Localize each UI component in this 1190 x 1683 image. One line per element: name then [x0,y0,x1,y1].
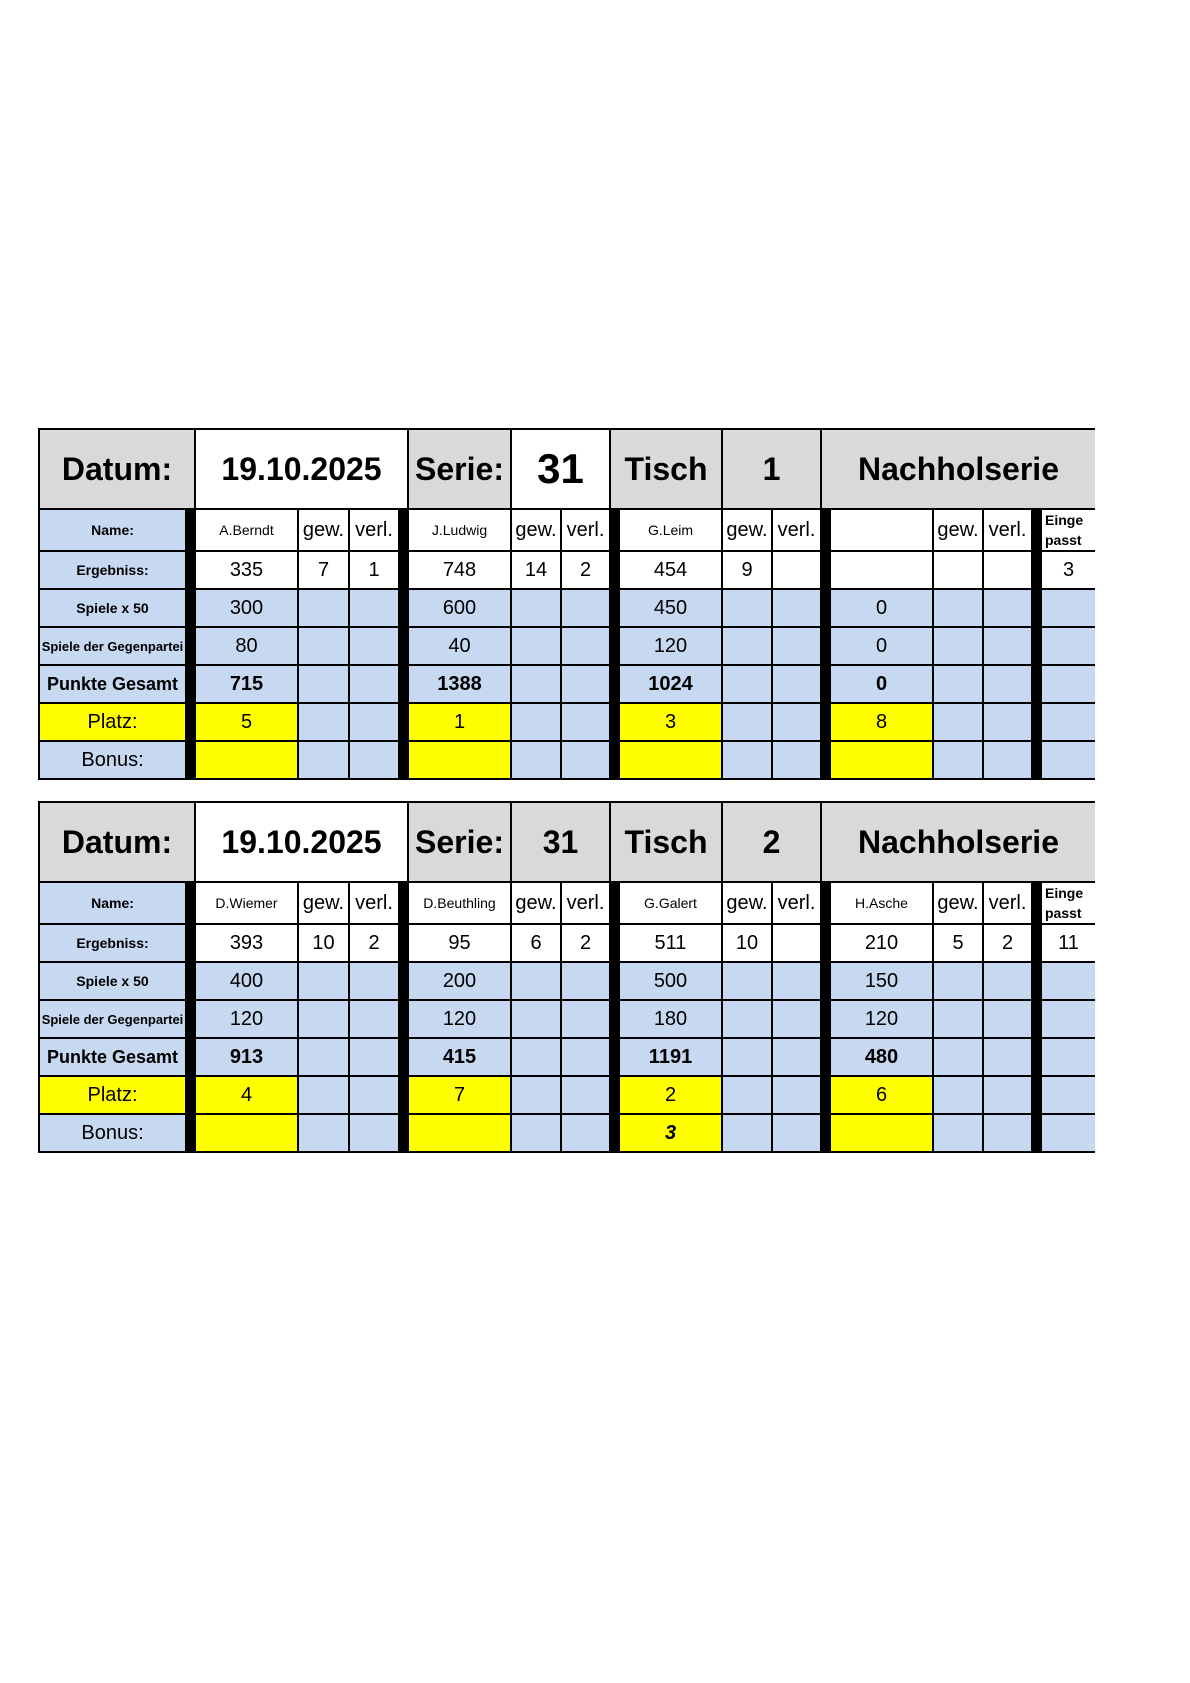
row-label-bonus: Bonus: [39,741,186,779]
row-label-place: Platz: [39,1076,186,1114]
row-label-name: Name: [39,882,186,924]
row-label-result: Ergebniss: [39,924,186,962]
empty-cell [561,703,610,741]
empty-cell [561,589,610,627]
opponent-value: 40 [408,627,511,665]
empty-cell [722,1038,772,1076]
empty-cell [772,962,821,1000]
empty-cell [349,1038,399,1076]
empty-cell [772,1076,821,1114]
total-value: 480 [830,1038,933,1076]
date-label: Datum: [39,802,195,882]
column-separator [1032,509,1041,551]
bonus-value: 3 [619,1114,722,1152]
empty-cell [349,627,399,665]
empty-cell [298,741,349,779]
fitted-value: 11 [1041,924,1095,962]
result-value: 393 [195,924,298,962]
empty-cell [772,627,821,665]
empty-cell [298,962,349,1000]
empty-cell [983,627,1032,665]
place-value: 5 [195,703,298,741]
games-value: 400 [195,962,298,1000]
bonus-value [830,741,933,779]
lost-value: 1 [349,551,399,589]
column-separator [1032,1000,1041,1038]
empty-cell [349,589,399,627]
empty-cell [772,703,821,741]
column-separator [610,703,619,741]
won-value: 14 [511,551,561,589]
column-separator [610,1038,619,1076]
column-separator [186,1076,195,1114]
empty-cell [349,741,399,779]
column-separator [186,509,195,551]
column-separator [186,741,195,779]
column-separator [821,741,830,779]
won-value: 5 [933,924,983,962]
won-value: 6 [511,924,561,962]
opponent-value: 180 [619,1000,722,1038]
serie-value: 31 [511,429,610,509]
empty-cell [511,741,561,779]
column-separator [1032,1038,1041,1076]
empty-cell [772,589,821,627]
place-value: 4 [195,1076,298,1114]
sheet-header-row [39,802,1095,882]
column-separator [186,627,195,665]
empty-cell [933,1076,983,1114]
games-value: 450 [619,589,722,627]
won-header: gew. [722,509,772,551]
empty-cell [722,703,772,741]
place-row [39,703,1095,741]
lost-value: 2 [561,924,610,962]
series-type: Nachholserie [821,429,1095,509]
empty-cell [561,1000,610,1038]
empty-cell [983,741,1032,779]
empty-cell [1041,741,1095,779]
empty-cell [933,627,983,665]
empty-cell [1041,627,1095,665]
column-separator [610,962,619,1000]
place-value: 8 [830,703,933,741]
lost-header: verl. [983,882,1032,924]
empty-cell [722,962,772,1000]
fitted-header: Einge passt [1041,509,1095,551]
empty-cell [722,589,772,627]
column-separator [610,665,619,703]
lost-header: verl. [772,882,821,924]
opponent-value: 120 [830,1000,933,1038]
empty-cell [772,665,821,703]
empty-cell [722,741,772,779]
empty-cell [722,665,772,703]
won-header: gew. [298,882,349,924]
column-separator [821,1076,830,1114]
empty-cell [298,1038,349,1076]
empty-cell [933,703,983,741]
lost-value: 2 [349,924,399,962]
empty-cell [298,1114,349,1152]
bonus-value [195,741,298,779]
bonus-value [830,1114,933,1152]
result-value: 335 [195,551,298,589]
result-value: 210 [830,924,933,962]
lost-header: verl. [561,509,610,551]
empty-cell [511,665,561,703]
column-separator [821,627,830,665]
empty-cell [1041,1076,1095,1114]
games-value: 200 [408,962,511,1000]
empty-cell [983,703,1032,741]
row-label-total: Punkte Gesamt [39,665,186,703]
empty-cell [933,962,983,1000]
empty-cell [561,1114,610,1152]
player-name: J.Ludwig [408,509,511,551]
column-separator [610,1076,619,1114]
empty-cell [349,703,399,741]
column-separator [610,589,619,627]
empty-cell [298,589,349,627]
empty-cell [298,665,349,703]
column-separator [610,551,619,589]
empty-cell [983,1038,1032,1076]
name-row [39,509,1095,551]
column-separator [610,741,619,779]
column-separator [399,1114,408,1152]
column-separator [821,665,830,703]
column-separator [610,1114,619,1152]
column-separator [399,1038,408,1076]
score-sheet-table-2 [38,801,1095,1153]
empty-cell [298,1076,349,1114]
bonus-value [619,741,722,779]
opponent-value: 0 [830,627,933,665]
total-value: 0 [830,665,933,703]
total-value: 913 [195,1038,298,1076]
empty-cell [1041,1000,1095,1038]
row-label-opponent: Spiele der Gegenpartei [39,1000,186,1038]
empty-cell [511,1000,561,1038]
empty-cell [1041,703,1095,741]
empty-cell [933,1114,983,1152]
player-name: G.Leim [619,509,722,551]
column-separator [1032,665,1041,703]
empty-cell [1041,589,1095,627]
games-value: 500 [619,962,722,1000]
column-separator [821,924,830,962]
empty-cell [349,1114,399,1152]
empty-cell [983,1076,1032,1114]
empty-cell [722,627,772,665]
won-value: 7 [298,551,349,589]
column-separator [399,882,408,924]
empty-cell [298,627,349,665]
lost-header: verl. [561,882,610,924]
lost-value [772,551,821,589]
empty-cell [983,589,1032,627]
table-number: 1 [722,429,821,509]
empty-cell [511,1038,561,1076]
column-separator [186,703,195,741]
lost-value: 2 [561,551,610,589]
empty-cell [933,589,983,627]
player-name: D.Wiemer [195,882,298,924]
empty-cell [983,1114,1032,1152]
total-value: 415 [408,1038,511,1076]
lost-header: verl. [349,882,399,924]
empty-cell [511,1114,561,1152]
serie-value: 31 [511,802,610,882]
column-separator [821,703,830,741]
won-header: gew. [722,882,772,924]
row-label-games: Spiele x 50 [39,962,186,1000]
won-value: 10 [722,924,772,962]
place-value: 6 [830,1076,933,1114]
opponent-value: 80 [195,627,298,665]
name-row [39,882,1095,924]
column-separator [610,1000,619,1038]
empty-cell [983,1000,1032,1038]
column-separator [399,665,408,703]
games-value: 600 [408,589,511,627]
empty-cell [349,962,399,1000]
bonus-row [39,1114,1095,1152]
bonus-value [408,741,511,779]
table-label: Tisch [610,802,722,882]
player-name: G.Galert [619,882,722,924]
column-separator [821,882,830,924]
empty-cell [722,1000,772,1038]
row-label-opponent: Spiele der Gegenpartei [39,627,186,665]
column-separator [1032,551,1041,589]
date-label: Datum: [39,429,195,509]
place-row [39,1076,1095,1114]
column-separator [1032,1076,1041,1114]
column-separator [186,882,195,924]
opponent-row [39,627,1095,665]
result-value: 748 [408,551,511,589]
column-separator [821,962,830,1000]
empty-cell [298,703,349,741]
column-separator [1032,703,1041,741]
column-separator [399,551,408,589]
row-label-games: Spiele x 50 [39,589,186,627]
empty-cell [298,1000,349,1038]
empty-cell [722,1076,772,1114]
row-label-result: Ergebniss: [39,551,186,589]
won-header: gew. [511,882,561,924]
column-separator [399,962,408,1000]
empty-cell [349,1000,399,1038]
column-separator [1032,962,1041,1000]
fitted-header: Einge passt [1041,882,1095,924]
won-header: gew. [298,509,349,551]
empty-cell [561,627,610,665]
won-value: 9 [722,551,772,589]
column-separator [186,1038,195,1076]
empty-cell [511,962,561,1000]
table-number: 2 [722,802,821,882]
column-separator [399,627,408,665]
lost-value [983,551,1032,589]
date-value: 19.10.2025 [195,802,408,882]
date-value: 19.10.2025 [195,429,408,509]
empty-cell [1041,665,1095,703]
row-label-name: Name: [39,509,186,551]
result-row [39,924,1095,962]
games-value: 0 [830,589,933,627]
column-separator [1032,924,1041,962]
empty-cell [1041,1114,1095,1152]
column-separator [399,924,408,962]
won-value [933,551,983,589]
player-name: D.Beuthling [408,882,511,924]
empty-cell [1041,1038,1095,1076]
table-label: Tisch [610,429,722,509]
result-value: 454 [619,551,722,589]
total-row [39,665,1095,703]
place-value: 3 [619,703,722,741]
series-type: Nachholserie [821,802,1095,882]
empty-cell [983,665,1032,703]
column-separator [186,1000,195,1038]
empty-cell [561,665,610,703]
column-separator [1032,1114,1041,1152]
column-separator [821,551,830,589]
column-separator [399,509,408,551]
lost-header: verl. [983,509,1032,551]
total-row [39,1038,1095,1076]
result-value: 511 [619,924,722,962]
place-value: 1 [408,703,511,741]
empty-cell [561,741,610,779]
total-value: 1388 [408,665,511,703]
serie-label: Serie: [408,802,511,882]
bonus-row [39,741,1095,779]
empty-cell [511,1076,561,1114]
empty-cell [772,1000,821,1038]
games-value: 300 [195,589,298,627]
column-separator [610,509,619,551]
empty-cell [511,627,561,665]
result-row [39,551,1095,589]
opponent-row [39,1000,1095,1038]
won-header: gew. [933,882,983,924]
empty-cell [561,1076,610,1114]
opponent-value: 120 [408,1000,511,1038]
column-separator [186,665,195,703]
lost-header: verl. [349,509,399,551]
column-separator [821,1038,830,1076]
column-separator [1032,741,1041,779]
player-name [830,509,933,551]
column-separator [1032,882,1041,924]
won-header: gew. [511,509,561,551]
empty-cell [983,962,1032,1000]
column-separator [821,589,830,627]
games-value: 150 [830,962,933,1000]
row-label-bonus: Bonus: [39,1114,186,1152]
column-separator [1032,627,1041,665]
empty-cell [561,962,610,1000]
won-header: gew. [933,509,983,551]
total-value: 1024 [619,665,722,703]
empty-cell [772,741,821,779]
lost-header: verl. [772,509,821,551]
empty-cell [511,589,561,627]
empty-cell [933,1038,983,1076]
empty-cell [933,1000,983,1038]
column-separator [399,1076,408,1114]
column-separator [186,551,195,589]
lost-value: 2 [983,924,1032,962]
player-name: H.Asche [830,882,933,924]
games-row [39,589,1095,627]
column-separator [821,1000,830,1038]
column-separator [821,1114,830,1152]
bonus-value [408,1114,511,1152]
empty-cell [349,665,399,703]
opponent-value: 120 [619,627,722,665]
column-separator [186,962,195,1000]
place-value: 7 [408,1076,511,1114]
column-separator [399,741,408,779]
fitted-value: 3 [1041,551,1095,589]
result-value [830,551,933,589]
empty-cell [1041,962,1095,1000]
games-row [39,962,1095,1000]
column-separator [610,882,619,924]
sheet-header-row [39,429,1095,509]
opponent-value: 120 [195,1000,298,1038]
empty-cell [933,665,983,703]
column-separator [821,509,830,551]
column-separator [399,589,408,627]
empty-cell [349,1076,399,1114]
empty-cell [772,1038,821,1076]
column-separator [186,924,195,962]
column-separator [610,627,619,665]
place-value: 2 [619,1076,722,1114]
won-value: 10 [298,924,349,962]
column-separator [186,1114,195,1152]
row-label-place: Platz: [39,703,186,741]
player-name: A.Berndt [195,509,298,551]
empty-cell [933,741,983,779]
lost-value [772,924,821,962]
bonus-value [195,1114,298,1152]
empty-cell [722,1114,772,1152]
empty-cell [511,703,561,741]
empty-cell [561,1038,610,1076]
total-value: 715 [195,665,298,703]
row-label-total: Punkte Gesamt [39,1038,186,1076]
score-sheet-table-1 [38,428,1095,780]
total-value: 1191 [619,1038,722,1076]
empty-cell [772,1114,821,1152]
column-separator [399,703,408,741]
result-value: 95 [408,924,511,962]
serie-label: Serie: [408,429,511,509]
column-separator [186,589,195,627]
column-separator [610,924,619,962]
column-separator [1032,589,1041,627]
column-separator [399,1000,408,1038]
